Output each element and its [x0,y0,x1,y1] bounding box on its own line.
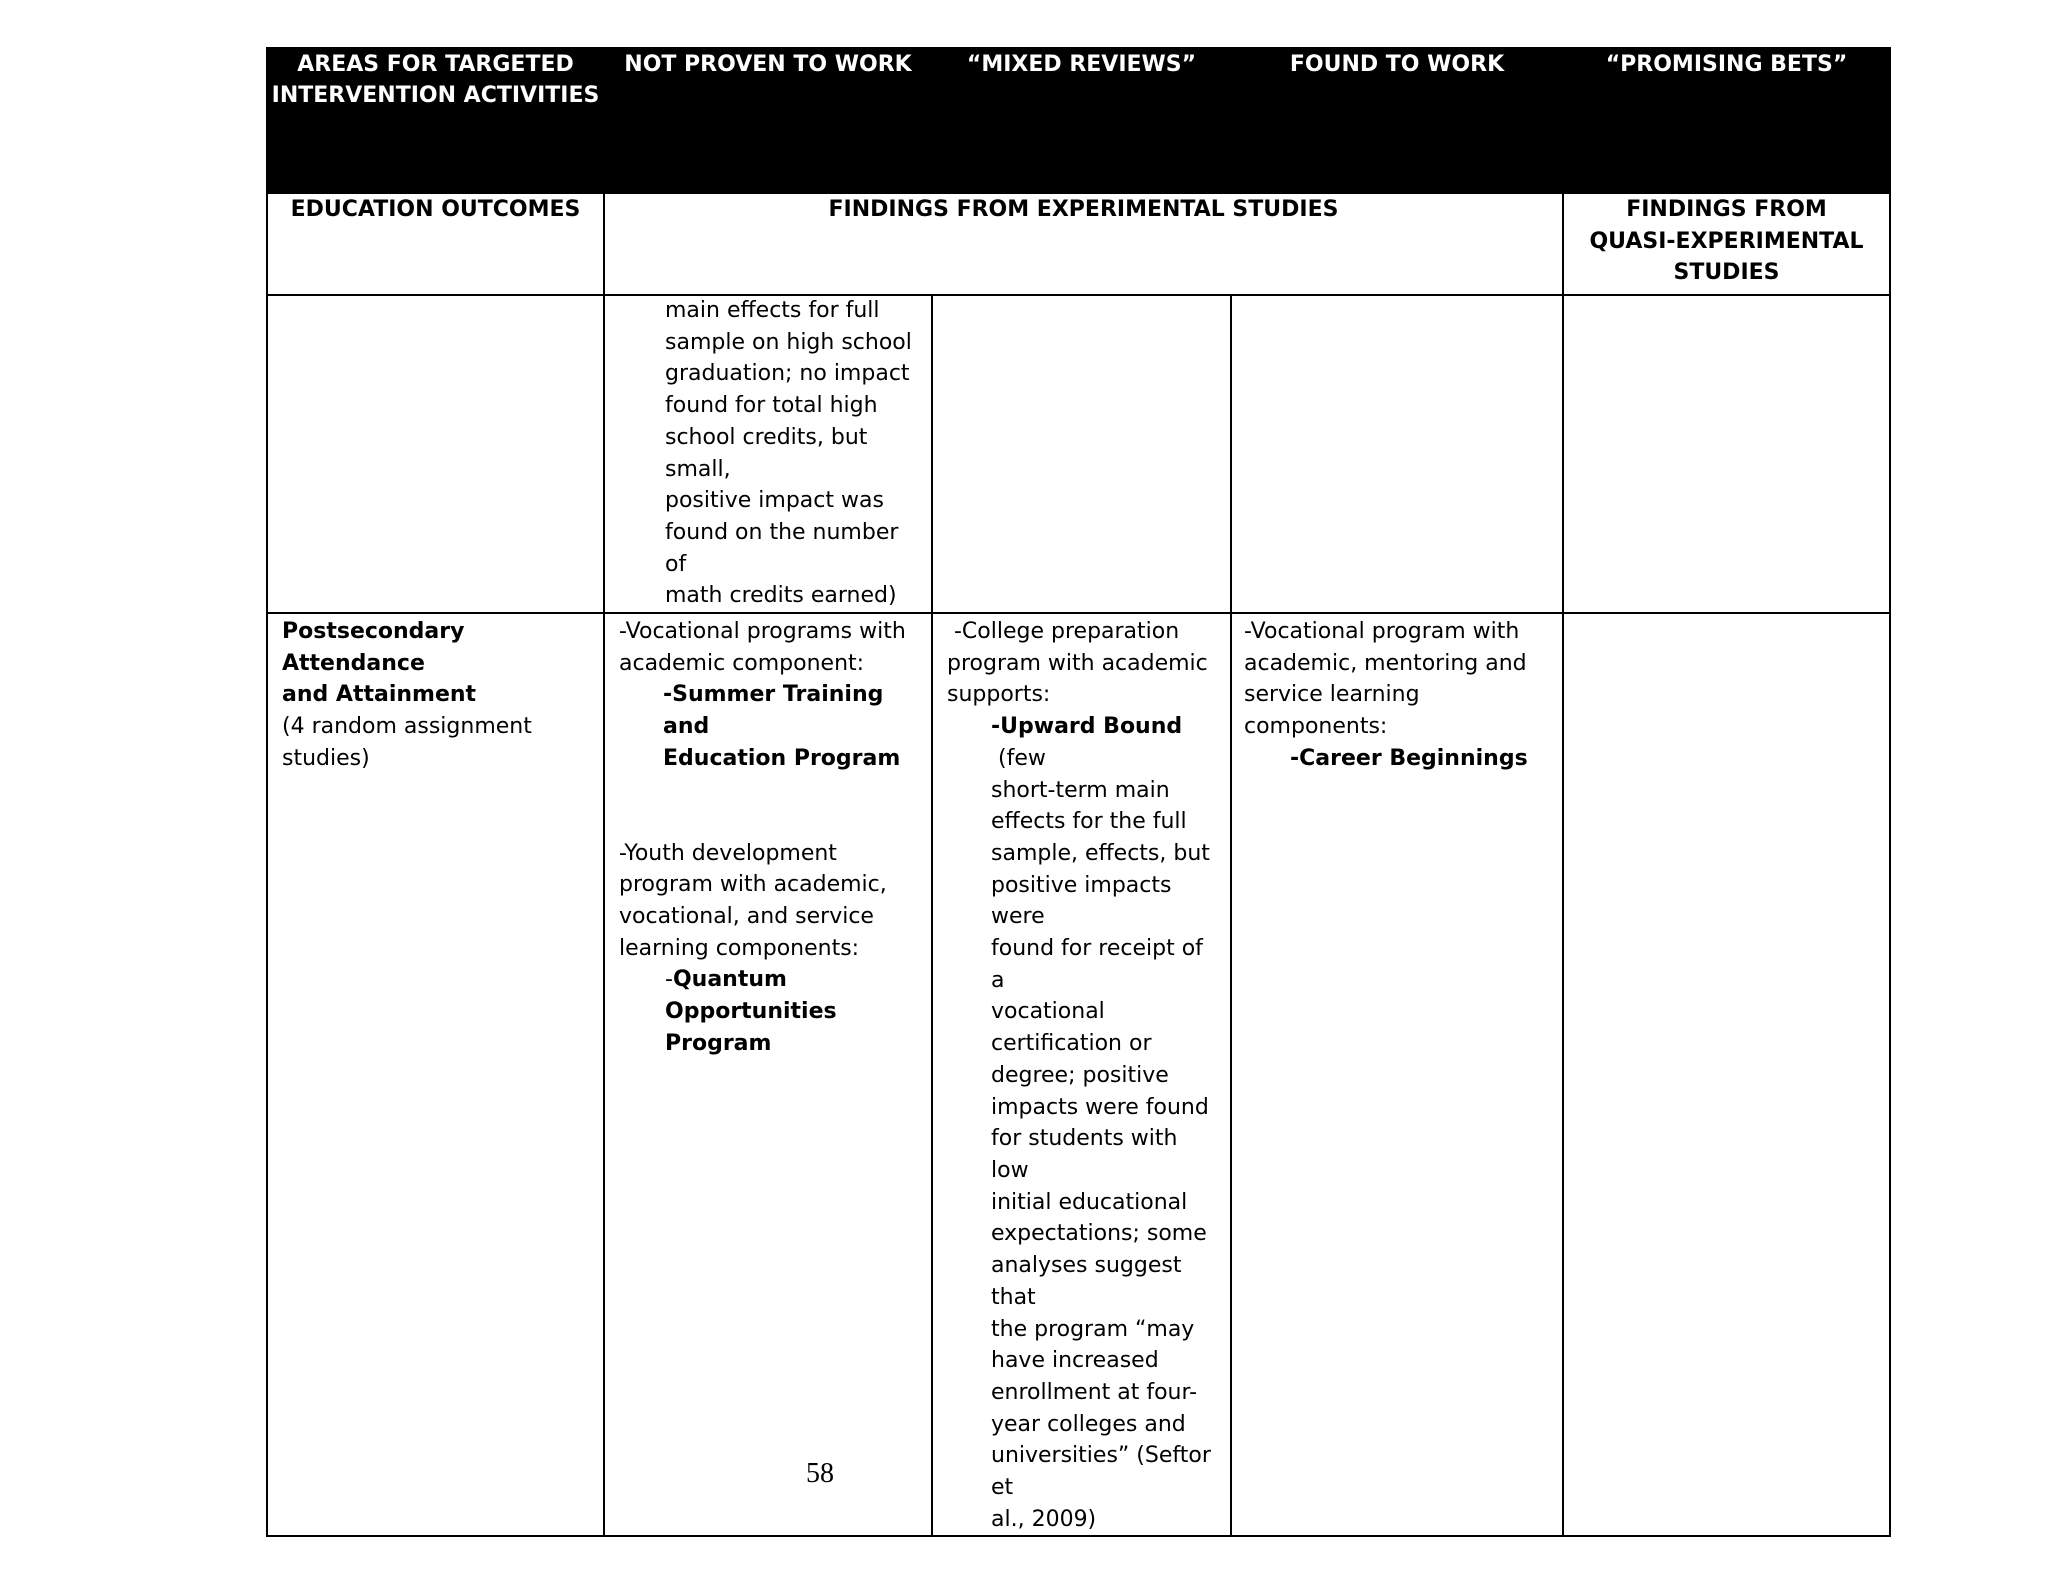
continuation-text: main effects for full sample on high school graduation; no impact found for total high school credits, but small, positive impact was found on the number of math credits earned) [665,298,912,609]
table-subheader-row [267,193,1890,295]
cell-empty [932,295,1231,613]
subheader-quasi-experimental: FINDINGS FROM QUASI-EXPERIMENTAL STUDIES [1563,193,1890,295]
findings-table [266,47,1891,1537]
cell-found-to-work: -Vocational program with academic, mentoring and service learning components: -Career Beginnings [1231,613,1563,1536]
header-areas: AREAS FOR TARGETED INTERVENTION ACTIVITIES [267,48,604,193]
cell-promising-bets [1563,613,1890,1536]
program-quantum-opportunities: -Quantum Opportunities Program [665,967,837,1056]
header-mixed-reviews: “MIXED REVIEWS” [932,48,1231,193]
cell-empty [1231,295,1563,613]
cell-empty [267,295,604,613]
page-number: 58 [806,1458,834,1489]
header-promising-bets: “PROMISING BETS” [1563,48,1890,193]
cell-area-postsecondary: Postsecondary Attendance and Attainment (4 random assignment studies) [267,613,604,1536]
program-summer-training: -Summer Training and Education Program [663,682,901,771]
subheader-experimental: FINDINGS FROM EXPERIMENTAL STUDIES [604,193,1563,295]
table-row [267,613,1890,1536]
header-found-to-work: FOUND TO WORK [1231,48,1563,193]
cell-mixed-reviews: -College preparation program with academic supports: -Upward Bound (few short-term main effects for the full sample, effects, but positive impacts were found for receipt of a vocational certification or degree; positive impacts were found for students with low initial educational expectations; some analyses suggest that the program “may have increased enrollment at four- year colleges and universities” (Seftor et al., 2009) [932,613,1231,1536]
program-upward-bound: -Upward Bound (few short-term main effects for the full sample, effects, but positive impacts were found for receipt of a vocational certification or degree; positive impacts were found for students with low initial educational expectations; some analyses suggest that the program “may have increased enrollment at four- year colleges and universities” (Seftor et al., 2009) [991,714,1211,1532]
cell-continuation-not-proven [604,295,932,613]
table-header-row [267,48,1890,193]
cell-empty [1563,295,1890,613]
subheader-education-outcomes: EDUCATION OUTCOMES [267,193,604,295]
table-row [267,295,1890,613]
cell-not-proven: -Vocational programs with academic component: -Summer Training and Education Program -Youth development program with academic, vocational, and service learning components: -Quantum Opportunities Program [604,613,932,1536]
header-not-proven: NOT PROVEN TO WORK [604,48,932,193]
program-career-beginnings: -Career Beginnings [1290,745,1528,771]
